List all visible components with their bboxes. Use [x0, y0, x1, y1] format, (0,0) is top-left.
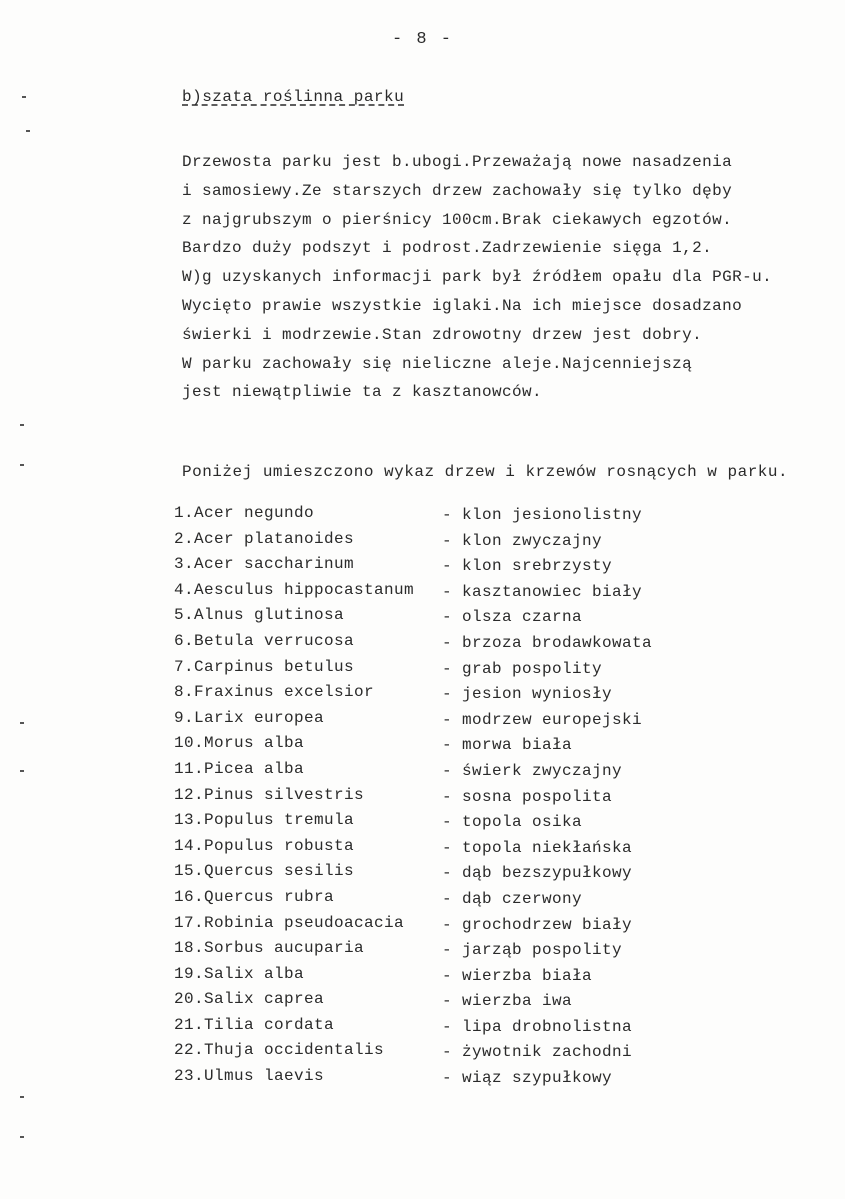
list-item [174, 530, 694, 556]
polish-name: - klon srebrzysty [442, 557, 613, 576]
latin-name: 20.Salix caprea [174, 990, 325, 1009]
polish-name: - jesion wyniosły [442, 685, 613, 704]
paragraph-line: z najgrubszym o pierśnicy 100cm.Brak ciekawych egzotów. [182, 210, 733, 229]
margin-mark [20, 722, 24, 724]
list-item [174, 683, 694, 709]
list-item [174, 786, 694, 812]
paragraph-line: Wycięto prawie wszystkie iglaki.Na ich miejsce dosadzano [182, 296, 743, 315]
latin-name: 7.Carpinus betulus [174, 657, 355, 676]
latin-name: 21.Tilia cordata [174, 1015, 335, 1034]
page-number: - 8 - [392, 30, 454, 49]
latin-name: 18.Sorbus aucuparia [174, 939, 365, 958]
polish-name: - świerk zwyczajny [442, 761, 623, 780]
polish-name: - topola niekłańska [442, 838, 633, 857]
list-item [174, 581, 694, 607]
latin-name: 12.Pinus silvestris [174, 785, 365, 804]
polish-name: - morwa biała [442, 736, 573, 755]
list-item [174, 862, 694, 888]
polish-name: - brzoza brodawkowata [442, 633, 653, 652]
latin-name: 16.Quercus rubra [174, 887, 335, 906]
paragraph-line: Drzewosta parku jest b.ubogi.Przeważają nowe nasadzenia [182, 153, 733, 171]
list-item [174, 990, 694, 1016]
paragraph-line: W parku zachowały się nieliczne aleje.Najcenniejszą [182, 354, 693, 373]
latin-name: 22.Thuja occidentalis [174, 1041, 385, 1060]
latin-name: 3.Acer saccharinum [174, 555, 355, 574]
latin-name: 9.Larix europea [174, 708, 325, 727]
polish-name: - modrzew europejski [442, 710, 643, 729]
list-intro: Poniżej umieszczono wykaz drzew i krzewów rosnących w parku. [182, 463, 789, 481]
polish-name: - klon zwyczajny [442, 531, 603, 550]
polish-name: - klon jesionolistny [442, 506, 643, 524]
list-item [174, 965, 694, 991]
species-list [174, 504, 694, 1093]
polish-name: - wiąz szypułkowy [442, 1069, 613, 1088]
margin-mark [20, 1136, 24, 1138]
latin-name: 15.Quercus sesilis [174, 862, 355, 881]
latin-name: 23.Ulmus laevis [174, 1067, 325, 1086]
latin-name: 10.Morus alba [174, 734, 305, 753]
margin-mark [20, 464, 24, 466]
polish-name: - sosna pospolita [442, 787, 613, 806]
list-item [174, 760, 694, 786]
latin-name: 5.Alnus glutinosa [174, 606, 345, 625]
list-item [174, 555, 694, 581]
list-item [174, 709, 694, 735]
paragraph-line: Bardzo duży podszyt i podrost.Zadrzewienie sięga 1,2. [182, 239, 713, 258]
list-item [174, 632, 694, 658]
latin-name: 6.Betula verrucosa [174, 631, 355, 650]
polish-name: - olsza czarna [442, 608, 583, 627]
latin-name: 11.Picea alba [174, 759, 305, 778]
list-item [174, 837, 694, 863]
latin-name: 19.Salix alba [174, 964, 305, 983]
body-paragraph [182, 148, 822, 407]
list-item [174, 504, 694, 530]
polish-name: - dąb czerwony [442, 889, 583, 908]
polish-name: - topola osika [442, 813, 583, 832]
list-item [174, 1041, 694, 1067]
list-item [174, 606, 694, 632]
margin-mark [22, 96, 26, 98]
latin-name: 8.Fraxinus excelsior [174, 683, 375, 702]
polish-name: - grochodrzew biały [442, 915, 633, 934]
latin-name: 17.Robinia pseudoacacia [174, 913, 405, 932]
paragraph-line: i samosiewy.Ze starszych drzew zachowały się tylko dęby [182, 181, 733, 200]
list-item [174, 658, 694, 684]
polish-name: - wierzba biała [442, 966, 593, 985]
margin-mark [20, 770, 24, 772]
polish-name: - dąb bezszypułkowy [442, 864, 633, 883]
paragraph-line: W)g uzyskanych informacji park był źródłem opału dla PGR-u. [182, 268, 773, 287]
polish-name: - grab pospolity [442, 659, 603, 678]
list-item [174, 1016, 694, 1042]
latin-name: 4.Aesculus hippocastanum [174, 580, 415, 599]
polish-name: - jarząb pospolity [442, 941, 623, 960]
latin-name: 2.Acer platanoides [174, 529, 355, 548]
polish-name: - kasztanowiec biały [442, 582, 643, 601]
polish-name: - wierzba iwa [442, 992, 573, 1011]
list-item [174, 1067, 694, 1093]
list-item [174, 734, 694, 760]
margin-mark [20, 1096, 24, 1098]
latin-name: 14.Populus robusta [174, 836, 355, 855]
polish-name: - lipa drobnolistna [442, 1017, 633, 1036]
paragraph-line: świerki i modrzewie.Stan zdrowotny drzew jest dobry. [182, 325, 703, 344]
list-item [174, 939, 694, 965]
margin-mark [26, 130, 30, 132]
list-item [174, 914, 694, 940]
paragraph-line: jest niewątpliwie ta z kasztanowców. [182, 383, 543, 402]
latin-name: 13.Populus tremula [174, 811, 355, 830]
list-item [174, 811, 694, 837]
polish-name: - żywotnik zachodni [442, 1043, 633, 1062]
latin-name: 1.Acer negundo [174, 504, 315, 522]
margin-mark [20, 424, 24, 426]
section-heading: b)szata roślinna parku [182, 88, 405, 106]
list-item [174, 888, 694, 914]
